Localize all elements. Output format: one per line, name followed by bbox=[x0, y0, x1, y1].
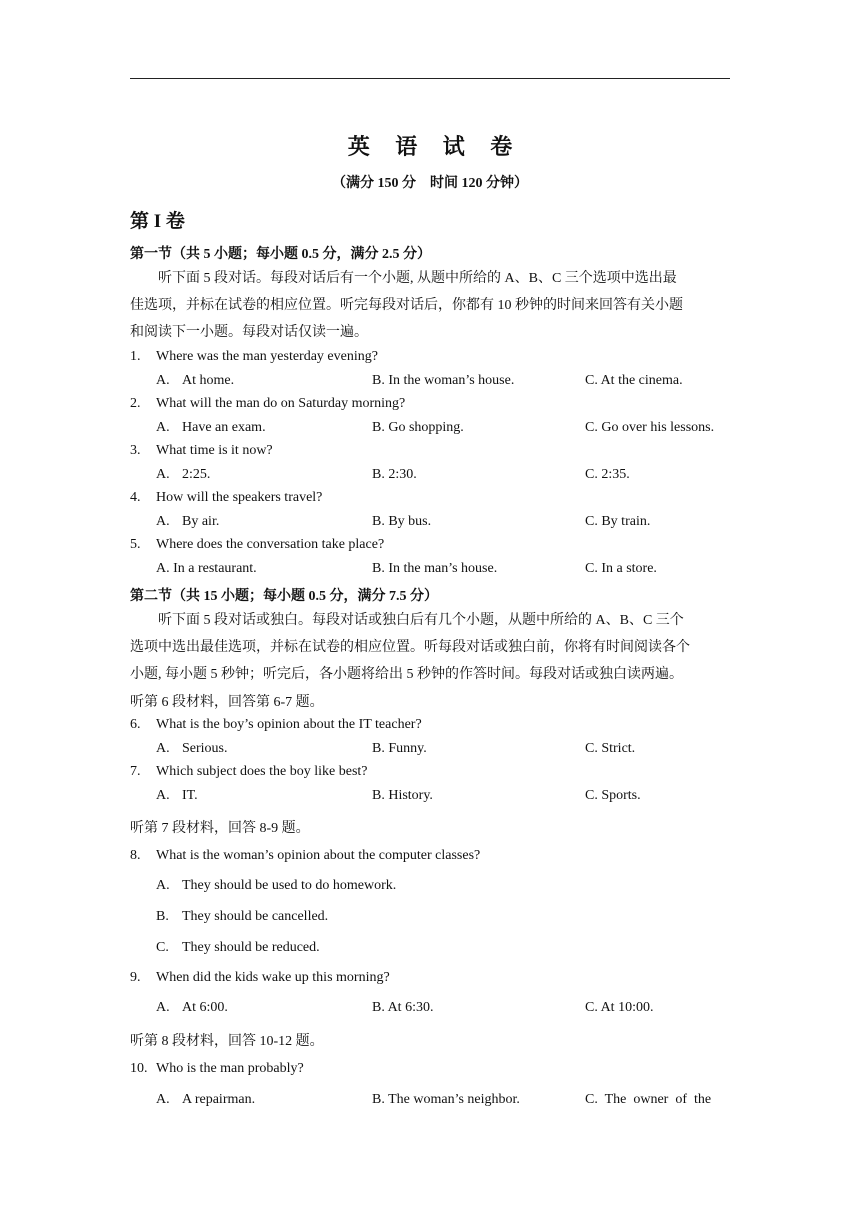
part2-instructions bbox=[130, 607, 730, 688]
option-label: A. bbox=[156, 514, 170, 529]
option-a bbox=[156, 878, 396, 894]
option-c: C. In a store. bbox=[585, 561, 657, 576]
option-a bbox=[156, 1092, 255, 1108]
option-a bbox=[156, 420, 266, 436]
option-label: A. bbox=[156, 741, 170, 756]
option-text: IT. bbox=[182, 788, 198, 803]
question-text: Who is the man probably? bbox=[156, 1061, 304, 1076]
question-text: What is the woman’s opinion about the computer classes? bbox=[156, 848, 481, 863]
option-text: Serious. bbox=[182, 741, 228, 756]
option-b: B. Go shopping. bbox=[372, 420, 464, 435]
question-number: 10. bbox=[130, 1061, 148, 1076]
option-label: A. bbox=[156, 878, 170, 893]
option-a bbox=[156, 1000, 228, 1016]
option-c: C. By train. bbox=[585, 514, 651, 529]
option-b: B. 2:30. bbox=[372, 467, 417, 482]
option-label: B. bbox=[156, 909, 169, 924]
instruction-line: 佳选项，并标在试卷的相应位置。听完每段对话后，你都有 10 秒钟的时间来回答有关小题 bbox=[130, 298, 683, 313]
option-text: They should be reduced. bbox=[182, 940, 320, 955]
option-label: A. bbox=[156, 1000, 170, 1015]
option-text: Have an exam. bbox=[182, 420, 266, 435]
question-text: Which subject does the boy like best? bbox=[156, 764, 368, 779]
group-8-label: 听第 8 段材料，回答 10-12 题。 bbox=[130, 1034, 324, 1049]
option-b: B. In the woman’s house. bbox=[372, 373, 515, 388]
group-6-label: 听第 6 段材料，回答第 6-7 题。 bbox=[130, 695, 324, 710]
option-label: C. bbox=[156, 940, 169, 955]
option-b bbox=[156, 909, 328, 925]
question-6 bbox=[130, 717, 422, 733]
option-b: B. By bus. bbox=[372, 514, 432, 529]
question-1 bbox=[130, 349, 378, 365]
option-b: B. Funny. bbox=[372, 741, 427, 756]
question-4 bbox=[130, 490, 322, 506]
question-number: 2. bbox=[130, 396, 141, 411]
option-a: A. In a restaurant. bbox=[156, 561, 257, 576]
option-c: C. At 10:00. bbox=[585, 1000, 654, 1015]
part2-heading: 第二节（共 15 小题；每小题 0.5 分，满分 7.5 分） bbox=[130, 589, 438, 604]
option-c bbox=[156, 940, 320, 956]
top-rule bbox=[130, 78, 730, 79]
option-c: C. The owner of the bbox=[585, 1092, 712, 1107]
option-c: C. Sports. bbox=[585, 788, 641, 803]
option-text: A repairman. bbox=[182, 1092, 256, 1107]
option-c: C. Strict. bbox=[585, 741, 636, 756]
option-c: C. 2:35. bbox=[585, 467, 630, 482]
option-label: A. bbox=[156, 467, 170, 482]
question-number: 1. bbox=[130, 349, 141, 364]
option-b: B. At 6:30. bbox=[372, 1000, 434, 1015]
option-b: B. History. bbox=[372, 788, 433, 803]
question-number: 4. bbox=[130, 490, 141, 505]
option-label: A. bbox=[156, 420, 170, 435]
option-a bbox=[156, 467, 210, 483]
instruction-line: 听下面 5 段对话或独白。每段对话或独白后有几个小题，从题中所给的 A、B、C 三个 bbox=[158, 613, 684, 628]
question-number: 9. bbox=[130, 970, 141, 985]
instruction-line: 选项中选出最佳选项，并标在试卷的相应位置。听每段对话或独白前，你将有时间阅读各个 bbox=[130, 640, 690, 655]
question-7 bbox=[130, 764, 368, 780]
question-number: 8. bbox=[130, 848, 141, 863]
option-a bbox=[156, 373, 234, 389]
instruction-line: 小题, 每小题 5 秒钟；听完后，各小题将给出 5 秒钟的作答时间。每段对话或独白读两遍。 bbox=[130, 667, 683, 682]
question-text: How will the speakers travel? bbox=[156, 490, 323, 505]
option-text: 2:25. bbox=[182, 467, 211, 482]
instruction-line: 听下面 5 段对话。每段对话后有一个小题, 从题中所给的 A、B、C 三个选项中选出最 bbox=[158, 271, 677, 286]
question-10 bbox=[130, 1061, 304, 1077]
question-5 bbox=[130, 537, 384, 553]
question-8 bbox=[130, 848, 480, 864]
option-a bbox=[156, 788, 198, 804]
option-label: A. bbox=[156, 788, 170, 803]
question-text: What time is it now? bbox=[156, 443, 273, 458]
exam-meta: （满分 150 分 时间 120 分钟） bbox=[332, 176, 528, 191]
instruction-line: 和阅读下一小题。每段对话仅读一遍。 bbox=[130, 325, 368, 340]
volume-heading: 第 I 卷 bbox=[130, 211, 185, 232]
option-text: At 6:00. bbox=[182, 1000, 228, 1015]
option-a bbox=[156, 514, 219, 530]
question-text: Where does the conversation take place? bbox=[156, 537, 385, 552]
question-2 bbox=[130, 396, 405, 412]
question-number: 5. bbox=[130, 537, 141, 552]
option-label: A. bbox=[156, 1092, 170, 1107]
question-text: When did the kids wake up this morning? bbox=[156, 970, 390, 985]
option-text: They should be cancelled. bbox=[182, 909, 329, 924]
question-number: 6. bbox=[130, 717, 141, 732]
option-b: B. In the man’s house. bbox=[372, 561, 498, 576]
question-number: 3. bbox=[130, 443, 141, 458]
option-text: They should be used to do homework. bbox=[182, 878, 397, 893]
option-b: B. The woman’s neighbor. bbox=[372, 1092, 520, 1107]
question-number: 7. bbox=[130, 764, 141, 779]
question-text: What will the man do on Saturday morning? bbox=[156, 396, 406, 411]
option-text: At home. bbox=[182, 373, 235, 388]
option-text: By air. bbox=[182, 514, 220, 529]
question-text: Where was the man yesterday evening? bbox=[156, 349, 378, 364]
option-c: C. Go over his lessons. bbox=[585, 420, 715, 435]
question-3 bbox=[130, 443, 273, 459]
part1-heading: 第一节（共 5 小题；每小题 0.5 分，满分 2.5 分） bbox=[130, 247, 431, 262]
option-a bbox=[156, 741, 228, 757]
question-9 bbox=[130, 970, 390, 986]
option-c: C. At the cinema. bbox=[585, 373, 683, 388]
question-text: What is the boy’s opinion about the IT teacher? bbox=[156, 717, 422, 732]
exam-title: 英 语 试 卷 bbox=[347, 134, 523, 159]
group-7-label: 听第 7 段材料，回答 8-9 题。 bbox=[130, 821, 310, 836]
option-label: A. bbox=[156, 373, 170, 388]
part1-instructions bbox=[130, 265, 730, 346]
